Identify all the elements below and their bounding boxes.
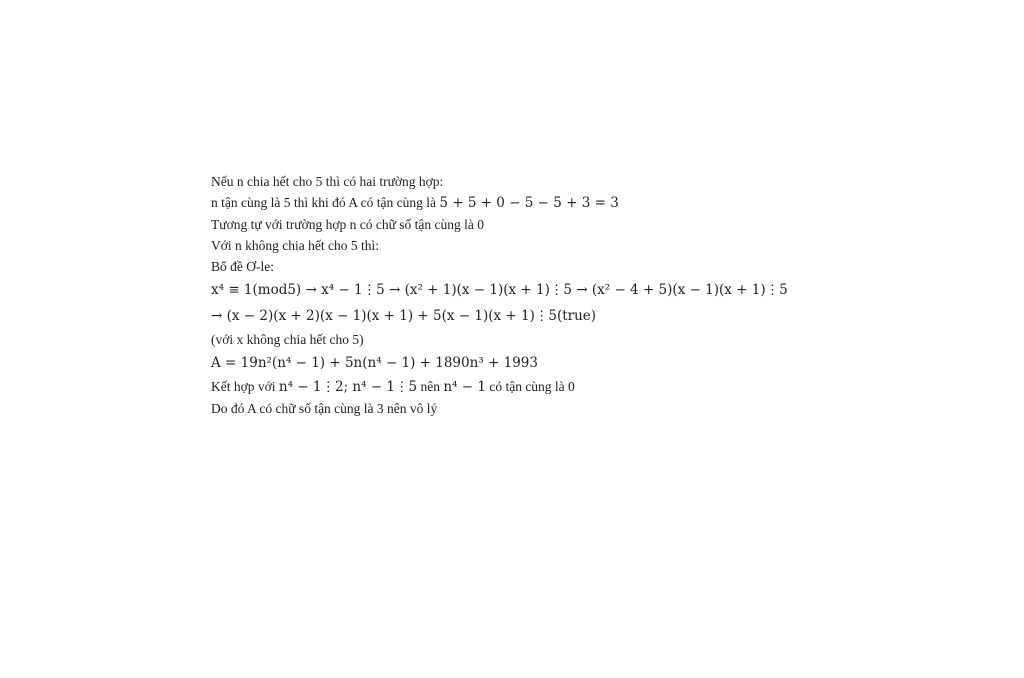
line-2 [211,192,1011,214]
line-8 [211,329,1011,350]
line-7-math [211,303,1011,329]
line-5-text: Bổ đề Ơ-le: [211,259,274,274]
line-11-text: Do đó A có chữ số tận cùng là 3 nên vô lý [211,401,438,416]
line-10-text: nên [417,379,444,394]
euler-equation: x⁴ ≡ 1(mod5) → x⁴ − 1⋮5 → (x² + 1)(x − 1)(x + 1)⋮5 → (x² − 4 + 5)(x − 1)(x + 1)⋮5 [211,282,788,298]
line-3-text: Tương tự với trường hợp n có chữ số tận cùng là 0 [211,217,485,232]
line-10-prefix: Kết hợp với [211,379,279,394]
line-10-math2: n⁴ − 1 [443,379,486,395]
line-4-text: Với n không chia hết cho 5 thì: [211,238,379,253]
line-1-text: Nếu n chia hết cho 5 thì có hai trường hợp: [211,174,444,189]
line-10 [211,376,1011,398]
line-6-euler-math [211,277,1011,303]
line-10-suffix: có tận cùng là 0 [485,379,575,394]
line-8-text: (với x không chia hết cho 5) [211,332,364,347]
line-11 [211,398,1011,419]
solution-document [211,171,1011,419]
line-3 [211,214,1011,235]
factor-equation: → (x − 2)(x + 2)(x − 1)(x + 1) + 5(x − 1)(x + 1)⋮5(true) [211,308,597,324]
line-2-text: n tận cùng là 5 thì khi đó A có tận cùng là [211,195,440,210]
line-10-math: n⁴ − 1⋮2; n⁴ − 1⋮5 [278,379,418,395]
line-2-math: 5 + 5 + 0 − 5 − 5 + 3 = 3 [439,195,619,211]
line-9-math [211,350,1011,376]
a-expression: A = 19n²(n⁴ − 1) + 5n(n⁴ − 1) + 1890n³ + 1993 [211,355,538,371]
line-1 [211,171,1011,192]
line-4 [211,235,1011,256]
line-5 [211,256,1011,277]
